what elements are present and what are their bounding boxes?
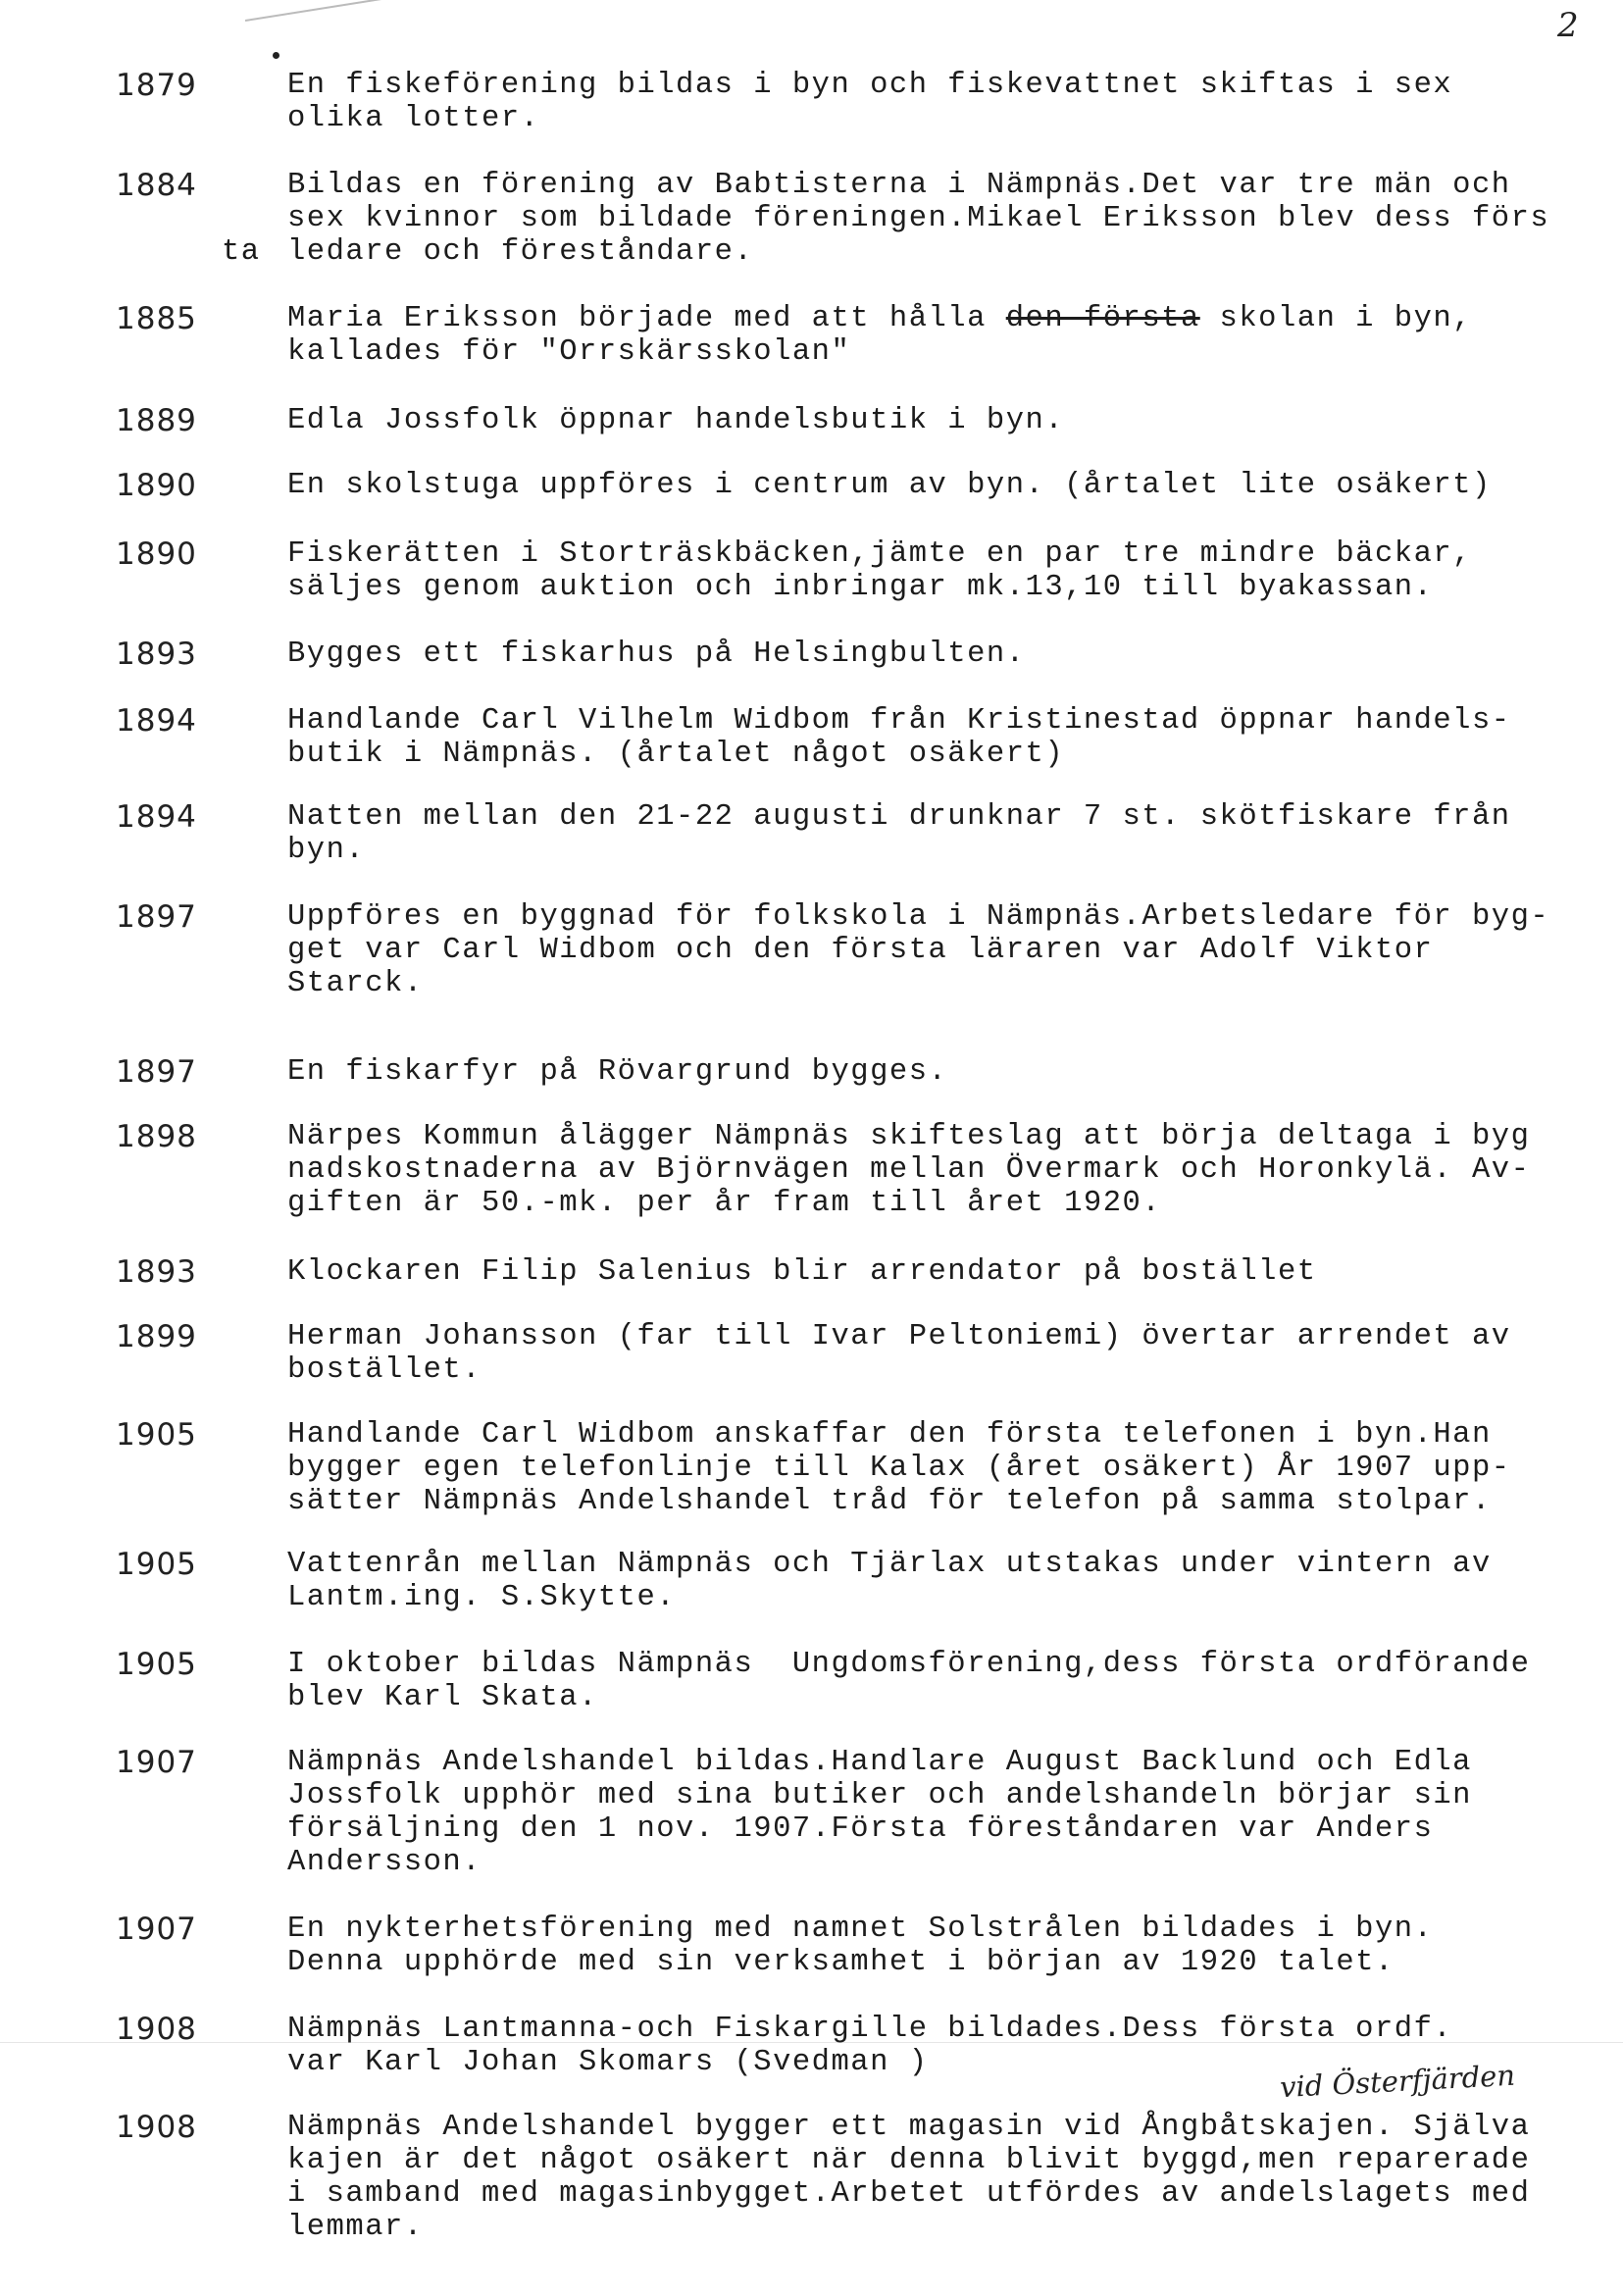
entry-text: Nämpnäs Andelshandel bygger ett magasin vid Ångbåtskajen. Själva kajen är det något osäkert när denna blivit byggd,men reparerade i samband med magasinbygget.Arbetet utfördes av andelslagets med lemmar. [287,2111,1531,2244]
entry-year: 1894 [116,703,197,739]
entry-year: 1905 [116,1647,197,1682]
pencil-mark [245,0,400,22]
entry-text: Handlande Carl Widbom anskaffar den första telefonen i byn.Han bygger egen telefonlinje till Kalax (året osäkert) År 1907 upp- sätter Nämpnäs Andelshandel tråd för telefon på samma stolpar. [287,1418,1511,1518]
entry-year: 1898 [116,1119,197,1154]
entry-year: 1908 [116,2110,197,2145]
entry-year: 1893 [116,637,197,672]
entry-text: Edla Jossfolk öppnar handelsbutik i byn. [287,404,1065,437]
entry-text: En skolstuga uppföres i centrum av byn. (årtalet lite osäkert) [287,469,1492,502]
entry-text: Vattenrån mellan Nämpnäs och Tjärlax utstakas under vintern av Lantm.ing. S.Skytte. [287,1548,1492,1614]
page-number: 2 [1557,6,1579,45]
entry-text: Herman Johansson (far till Ivar Peltoniemi) övertar arrendet av bostället. [287,1320,1511,1387]
entry-text: I oktober bildas Nämpnäs Ungdomsförening,dess första ordförande blev Karl Skata. [287,1648,1531,1714]
entry-text: Natten mellan den 21-22 augusti drunknar 7 st. skötfiskare från byn. [287,800,1511,867]
entry-text: Uppföres en byggnad för folkskola i Nämpnäs.Arbetsledare för byg- get var Carl Widbom och den första läraren var Adolf Viktor Starck. [287,900,1550,1000]
entry-year: 1890 [116,536,197,572]
entry-text: Fiskerätten i Storträskbäcken,jämte en par tre mindre bäckar, säljes genom auktion och inbringar mk.13,10 till byakassan. [287,537,1472,604]
entry-year: 1885 [116,301,197,336]
handwritten-annotation: vid Österfjärden [1279,2058,1516,2105]
ink-dot [273,52,279,59]
entry-year: 1897 [116,899,197,935]
entry-year: 1879 [116,68,197,103]
entry-text: En fiskarfyr på Rövargrund bygges. [287,1055,948,1089]
entry-text: Maria Eriksson började med att hålla den första skolan i byn, kallades för "Orrskärsskolan" [287,302,1472,369]
entry-year: 1890 [116,468,197,503]
entry-text: Närpes Kommun ålägger Nämpnäs skifteslag att börja deltaga i byg nadskostnaderna av Björnvägen mellan Övermark och Horonkylä. Av- giften är 50.-mk. per år fram till året 1920. [287,1120,1531,1220]
entry-year: 1907 [116,1912,197,1947]
margin-continuation: ta [222,235,261,269]
entry-year: 1897 [116,1054,197,1090]
entry-year: 1889 [116,403,197,438]
entry-text: Handlande Carl Vilhelm Widbom från Kristinestad öppnar handels- butik i Nämpnäs. (årtalet något osäkert) [287,704,1511,771]
entry-year: 1905 [116,1417,197,1453]
entry-text: Bildas en förening av Babtisterna i Nämpnäs.Det var tre män och sex kvinnor som bildade föreningen.Mikael Eriksson blev dess förs ledare och föreståndare. [287,169,1550,269]
entry-text: En fiskeförening bildas i byn och fiskevattnet skiftas i sex olika lotter. [287,69,1453,135]
entry-year: 1907 [116,1745,197,1780]
entry-year: 1894 [116,799,197,835]
entry-year: 1899 [116,1319,197,1354]
entry-year: 1905 [116,1547,197,1582]
entry-text: Bygges ett fiskarhus på Helsingbulten. [287,638,1026,671]
entry-text: En nykterhetsförening med namnet Solstrålen bildades i byn. Denna upphörde med sin verksamhet i början av 1920 talet. [287,1913,1434,1979]
struck-text: den första [1005,302,1200,335]
entry-text: Klockaren Filip Salenius blir arrendator på bostället [287,1255,1317,1289]
entry-year: 1884 [116,168,197,203]
entry-text: Nämpnäs Lantmanna-och Fiskargille bildades.Dess första ordf. var Karl Johan Skomars (Svedman ) [287,2013,1453,2079]
entry-year: 1893 [116,1254,197,1290]
entry-year: 1908 [116,2012,197,2047]
entry-text: Nämpnäs Andelshandel bildas.Handlare August Backlund och Edla Jossfolk upphör med sina butiker och andelshandeln börjar sin försäljning den 1 nov. 1907.Första föreståndaren var Anders Andersson. [287,1746,1472,1879]
